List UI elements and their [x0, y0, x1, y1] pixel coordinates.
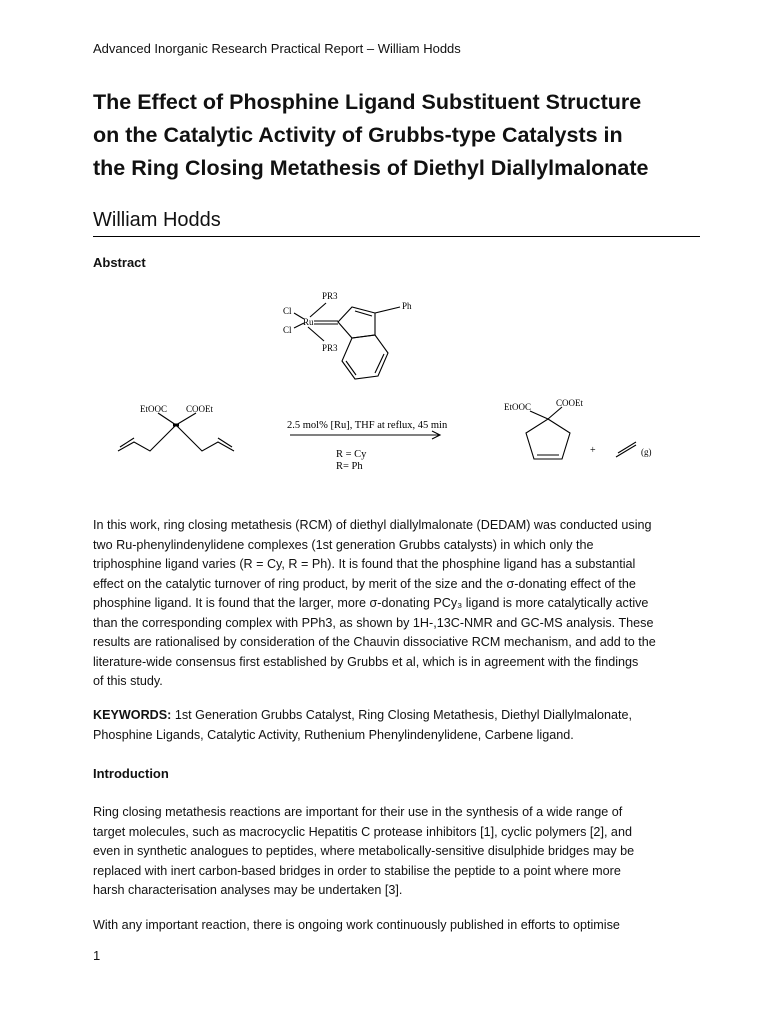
- r-option-ph: R= Ph: [336, 461, 363, 472]
- title-line: The Effect of Phosphine Ligand Substituent Structure: [93, 90, 642, 114]
- abstract-line: than the corresponding complex with PPh3, as shown by 1H-,13C-NMR and GC-MS analysis. These: [93, 615, 654, 630]
- abstract-line: literature-wide consensus first established by Grubbs et al, which is in agreement with the findings: [93, 654, 639, 669]
- label-pr3-top: PR3: [322, 291, 338, 301]
- paragraph-line: even in synthetic analogues to peptides, where metabolically-sensitive disulphide bridges may be: [93, 844, 635, 858]
- abstract-line: two Ru-phenylindenylidene complexes (1st generation Grubbs catalysts) in which only the: [93, 537, 594, 552]
- reactant-label-left-ester: EtOOC: [140, 404, 167, 414]
- reaction-conditions: 2.5 mol% [Ru], THF at reflux, 45 min: [287, 420, 448, 431]
- paragraph-line: harsh characterisation analyses may be undertaken [3].: [93, 883, 403, 897]
- product-ester-left: [530, 411, 548, 419]
- title-line: on the Catalytic Activity of Grubbs-type Catalysts in: [93, 123, 623, 147]
- ethylene-molecule: [616, 445, 636, 457]
- product-label-right-ester: COOEt: [556, 398, 583, 408]
- paragraph-line: Ring closing metathesis reactions are important for their use in the synthesis of a wide range of: [93, 805, 623, 819]
- abstract-line: In this work, ring closing metathesis (RCM) of diethyl diallylmalonate (DEDAM) was conducted using: [93, 518, 652, 532]
- gas-label: (g): [641, 447, 652, 457]
- ru-p-bond-top: [310, 303, 326, 317]
- paragraph-line: replaced with inert carbon-based bridges in order to stabilise the peptide to a point where more: [93, 863, 621, 878]
- label-cl-bottom: Cl: [283, 325, 292, 335]
- r-option-cy: R = Cy: [336, 449, 367, 460]
- abstract-line: results are rationalised by consideration of the Chauvin dissociative RCM mechanism, and add to the: [93, 635, 656, 649]
- keywords-block: [93, 706, 683, 745]
- reactant-label-right-ester: COOEt: [186, 404, 213, 414]
- abstract-line: of this study.: [93, 674, 163, 688]
- reactant-ester-right: [176, 413, 196, 425]
- introduction-paragraph-2: With any important reaction, there is ongoing work continuously published in efforts to optimise: [93, 918, 620, 932]
- plus-sign: +: [590, 445, 596, 456]
- abstract-body: [93, 516, 683, 692]
- author-name: William Hodds: [93, 209, 221, 231]
- ru-p-bond-bottom: [308, 327, 324, 341]
- abstract-line: phosphine ligand. It is found that the larger, more σ-donating PCy₃ ligand is more catalytically active: [93, 596, 649, 610]
- abstract-line: effect on the catalytic turnover of ring product, by merit of the size and the σ-donating effect of the: [93, 576, 636, 591]
- title-line: the Ring Closing Metathesis of Diethyl Diallylmalonate: [93, 156, 649, 180]
- abstract-line: triphosphine ligand varies (R = Cy, R = Ph). It is found that the phosphine ligand has a substantial: [93, 557, 636, 571]
- keywords-line: [93, 706, 683, 726]
- paper-title: [93, 86, 713, 185]
- reaction-scheme-figure: [100, 285, 670, 490]
- product-label-left-ester: EtOOC: [504, 402, 531, 412]
- phenyl-bond: [375, 307, 400, 313]
- running-header: Advanced Inorganic Research Practical Report – William Hodds: [93, 41, 461, 56]
- indenylidene-benzo-ring: [342, 335, 388, 379]
- introduction-heading: Introduction: [93, 766, 169, 781]
- keywords-line: Phosphine Ligands, Catalytic Activity, Ruthenium Phenylindenylidene, Carbene ligand.: [93, 727, 574, 742]
- label-cl-top: Cl: [283, 306, 292, 316]
- author-divider: [93, 236, 700, 237]
- keywords-text: 1st Generation Grubbs Catalyst, Ring Closing Metathesis, Diethyl Diallylmalonate,: [174, 708, 632, 722]
- abstract-heading: Abstract: [93, 255, 146, 270]
- reactant-skeleton: [118, 425, 234, 451]
- paragraph-line: target molecules, such as macrocyclic Hepatitis C protease inhibitors [1], cyclic polymers [2], and: [93, 824, 632, 839]
- product-cyclopentene-ring: [526, 419, 570, 459]
- keywords-label: KEYWORDS:: [93, 708, 172, 722]
- introduction-paragraph: [93, 803, 683, 901]
- reactant-ester-left: [158, 413, 176, 425]
- page-number: 1: [93, 948, 101, 963]
- label-pr3-bottom: PR3: [322, 343, 338, 353]
- label-ph: Ph: [402, 301, 412, 311]
- product-ester-right: [548, 407, 562, 419]
- label-ru: Ru: [303, 317, 314, 327]
